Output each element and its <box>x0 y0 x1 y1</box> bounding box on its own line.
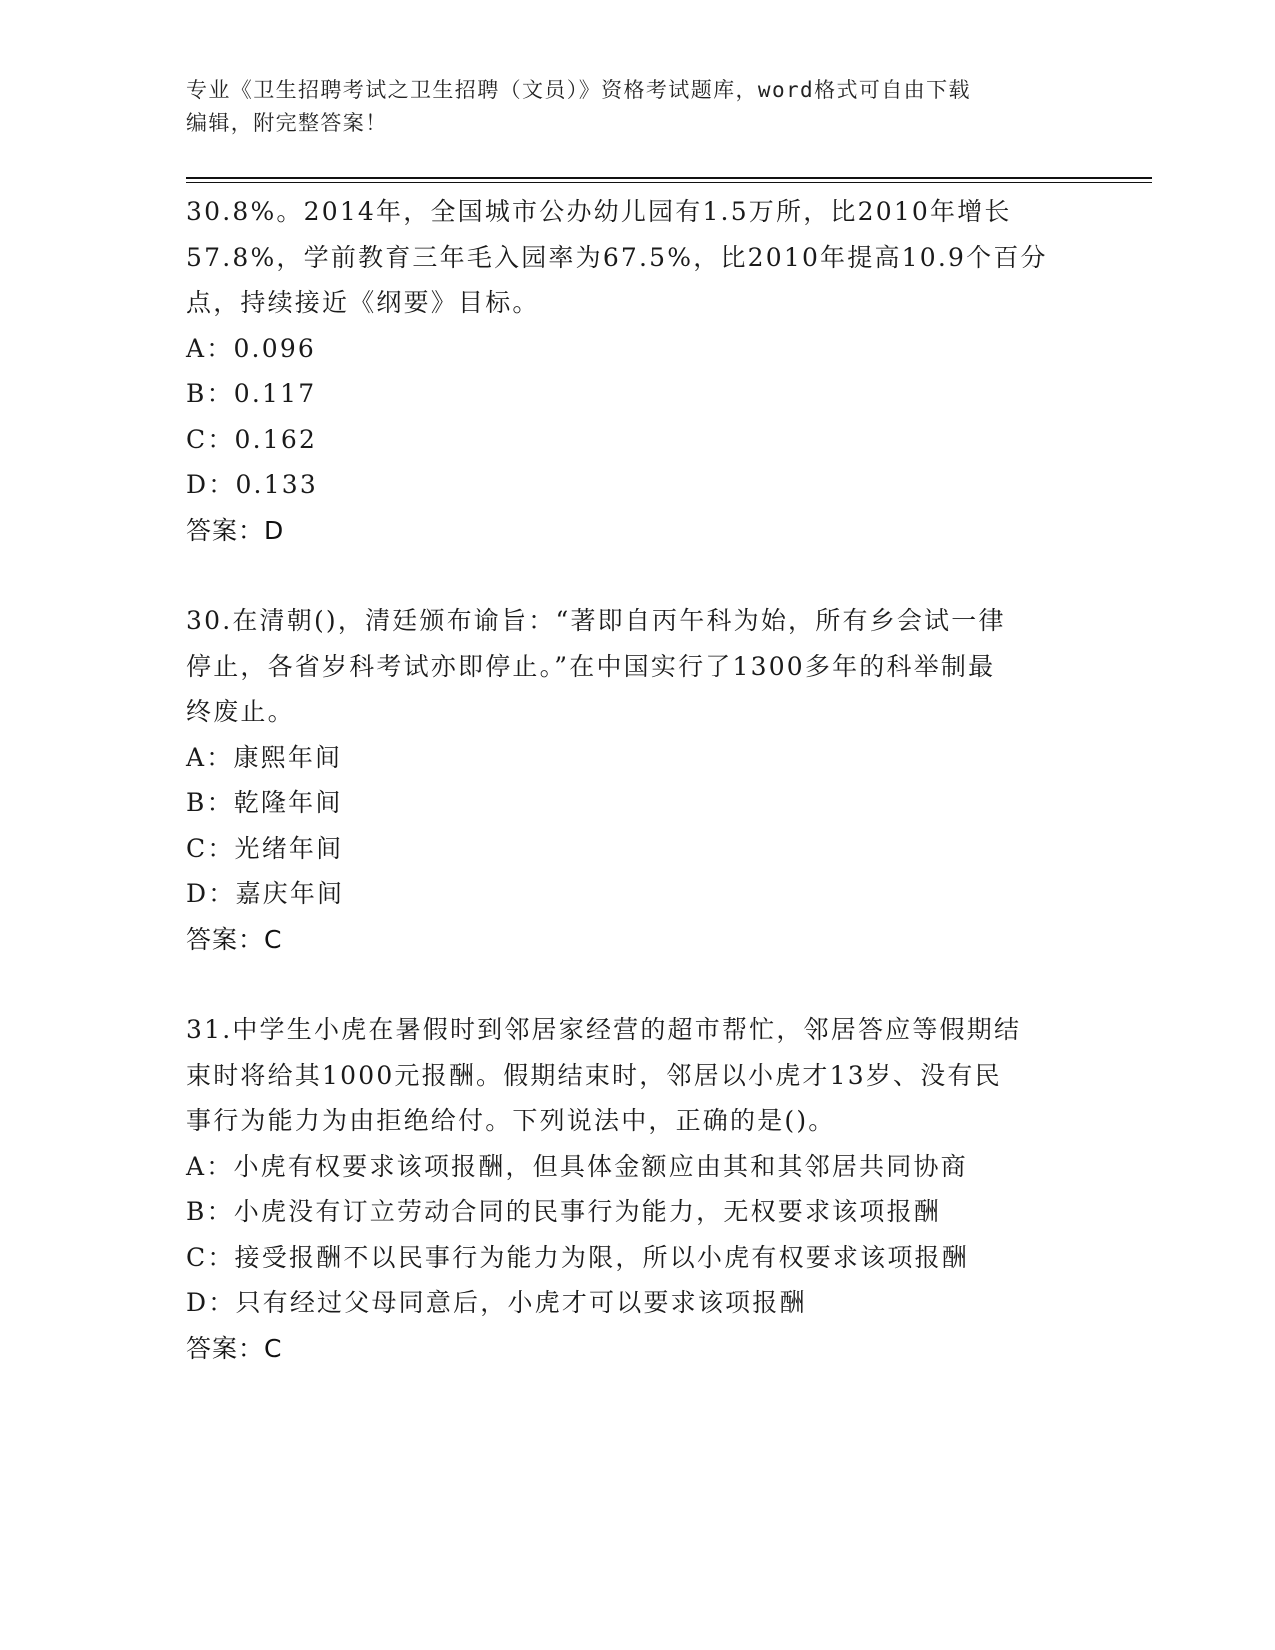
option-a: A：小虎有权要求该项报酬，但具体金额应由其和其邻居共同协商 <box>186 1151 968 1181</box>
header-note <box>186 74 1066 140</box>
answer-line: 答案：D <box>186 515 285 545</box>
header-note-line-1: 专业《卫生招聘考试之卫生招聘（文员）》资格考试题库，word格式可自由下载 <box>186 78 971 102</box>
question-text-line: 束时将给其1000元报酬。假期结束时，邻居以小虎才13岁、没有民 <box>186 1060 1002 1090</box>
option-c: C：光绪年间 <box>186 833 344 863</box>
option-d: D：0.133 <box>186 470 319 499</box>
option-b: B：乾隆年间 <box>186 788 343 817</box>
question-item <box>186 189 1086 553</box>
option-d: D：只有经过父母同意后，小虎才可以要求该项报酬 <box>186 1288 807 1317</box>
question-text-line: 终废止。 <box>186 697 295 726</box>
question-list <box>186 189 1086 1371</box>
question-text-line: 30.在清朝()，清廷颁布谕旨：“著即自丙午科为始，所有乡会试一律 <box>186 606 1006 635</box>
question-item <box>186 1007 1086 1371</box>
question-text-line: 停止，各省岁科考试亦即停止。”在中国实行了1300多年的科举制最 <box>186 651 996 681</box>
option-b: B：0.117 <box>186 379 317 408</box>
question-text-line: 事行为能力为由拒绝给付。下列说法中，正确的是()。 <box>186 1106 836 1135</box>
answer-line: 答案：C <box>186 1333 283 1363</box>
option-a: A：0.096 <box>186 333 317 363</box>
option-a: A：康熙年间 <box>186 742 343 772</box>
header-divider-thick <box>186 177 1152 179</box>
option-c: C：0.162 <box>186 424 318 454</box>
option-b: B：小虎没有订立劳动合同的民事行为能力，无权要求该项报酬 <box>186 1197 941 1226</box>
option-c: C：接受报酬不以民事行为能力为限，所以小虎有权要求该项报酬 <box>186 1242 969 1272</box>
question-text-line: 点，持续接近《纲要》目标。 <box>186 288 540 317</box>
header-note-line-2: 编辑，附完整答案！ <box>186 111 388 135</box>
question-item <box>186 598 1086 962</box>
option-d: D：嘉庆年间 <box>186 879 345 908</box>
question-text-line: 31.中学生小虎在暑假时到邻居家经营的超市帮忙，邻居答应等假期结 <box>186 1015 1022 1044</box>
question-text-line: 30.8%。2014年，全国城市公办幼儿园有1.5万所，比2010年增长 <box>186 197 1012 226</box>
question-text-line: 57.8%，学前教育三年毛入园率为67.5%，比2010年提高10.9个百分 <box>186 242 1048 272</box>
spacer <box>186 553 1086 598</box>
header-divider-thin <box>186 182 1152 183</box>
spacer <box>186 962 1086 1007</box>
answer-line: 答案：C <box>186 924 283 954</box>
